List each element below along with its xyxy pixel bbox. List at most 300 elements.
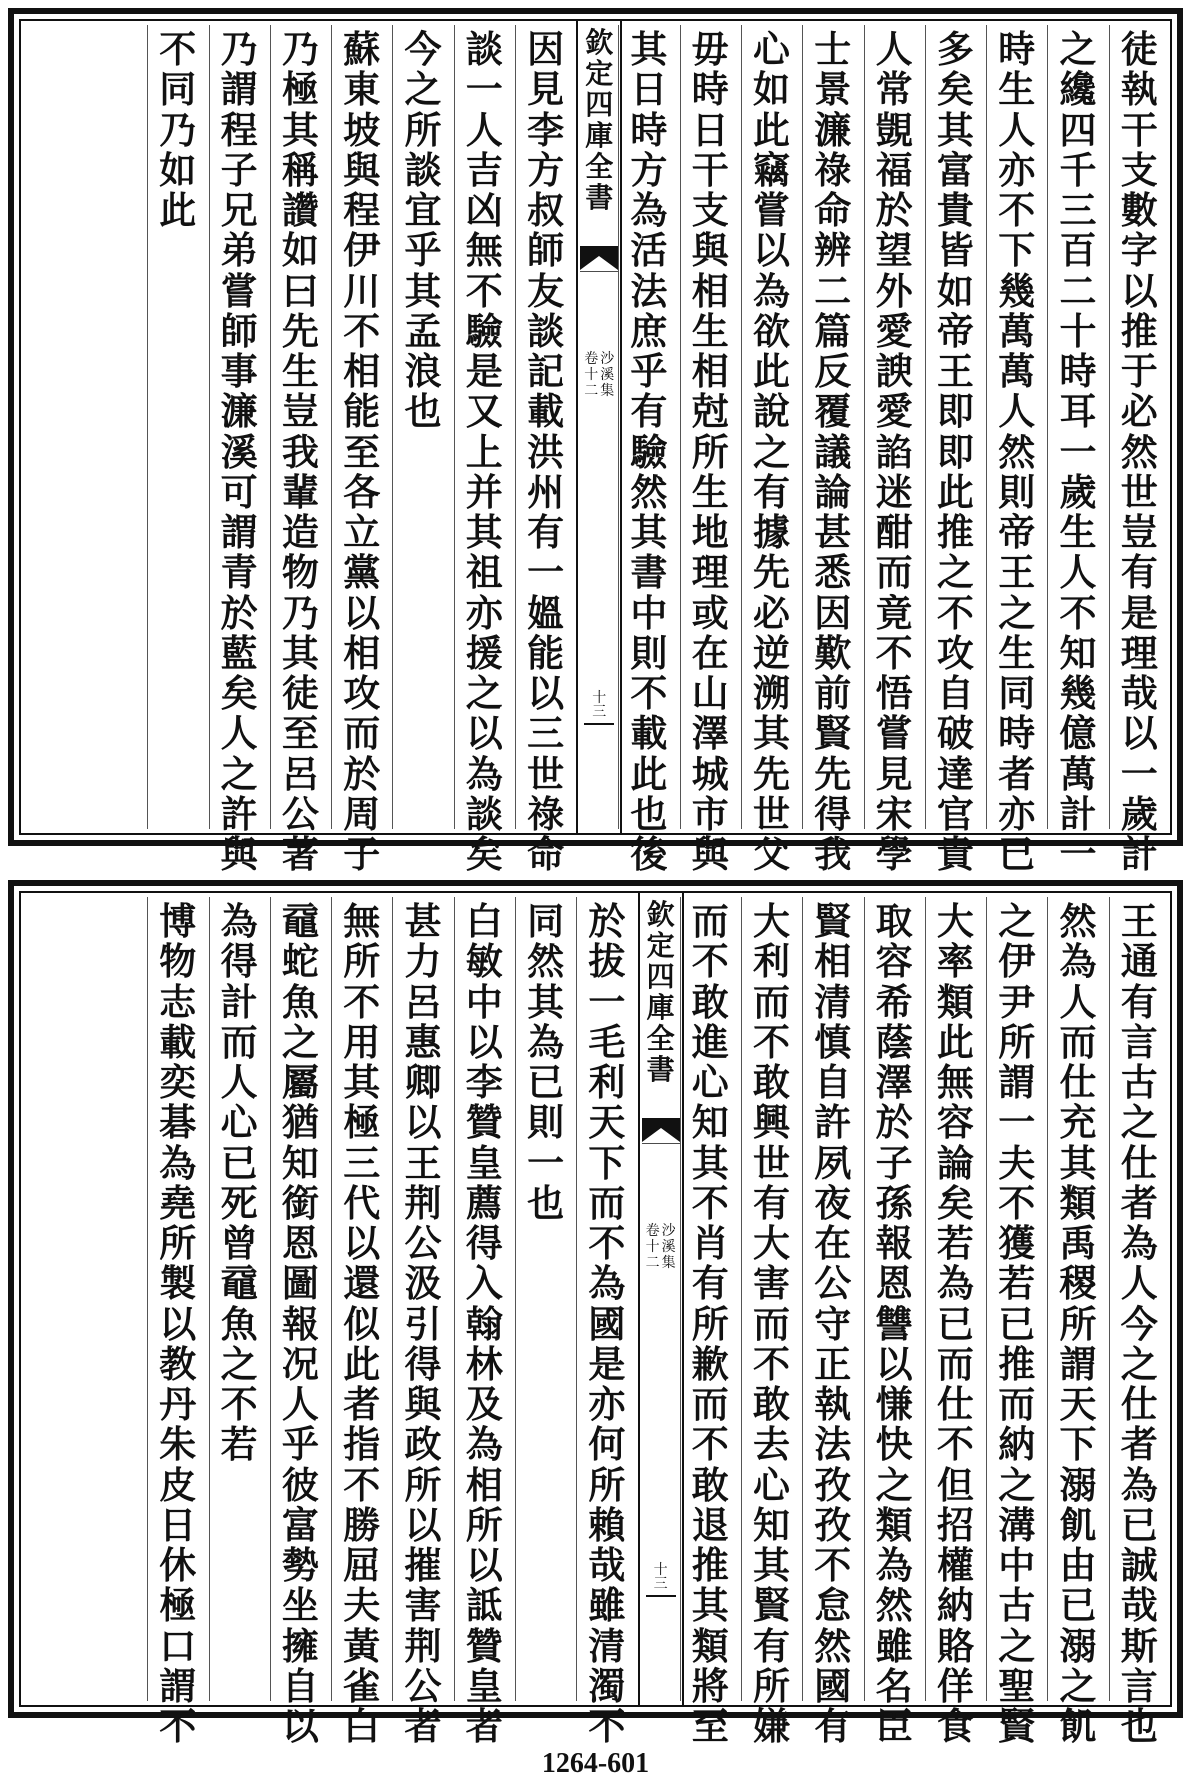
glyph: 所 (691, 429, 729, 474)
glyph: 其 (404, 268, 442, 313)
column-rule (802, 25, 803, 829)
glyph: 其 (281, 107, 319, 152)
glyph: 與 (404, 1382, 442, 1426)
glyph: 所 (465, 1502, 503, 1547)
glyph: 藍 (220, 630, 258, 675)
glyph: 然 (1059, 899, 1097, 943)
column-rule (270, 25, 271, 829)
glyph: 仕 (936, 1382, 974, 1426)
glyph: 不 (936, 1422, 974, 1467)
glyph: 而 (691, 1382, 729, 1426)
glyph: 夜 (814, 1180, 852, 1225)
glyph: 師 (527, 228, 565, 273)
glyph: 謂 (220, 67, 258, 112)
glyph: 已 (1059, 1583, 1097, 1628)
glyph: 正 (814, 1341, 852, 1386)
column-rule (864, 897, 865, 1701)
glyph: 論 (814, 469, 852, 514)
glyph: 此 (159, 188, 197, 232)
glyph: 曰 (281, 268, 319, 313)
glyph: 濂 (814, 107, 852, 152)
glyph: 徒 (281, 671, 319, 715)
glyph: 即 (936, 429, 974, 474)
glyph: 士 (814, 27, 852, 71)
glyph: 先 (281, 308, 319, 353)
glyph: 幾 (1059, 671, 1097, 715)
center-subtitle (640, 1223, 682, 1271)
glyph: 報 (281, 1301, 319, 1346)
glyph: 州 (527, 469, 565, 514)
glyph: 天 (1059, 1382, 1097, 1426)
text-column (148, 29, 208, 834)
glyph: 以 (281, 1704, 319, 1748)
glyph: 著 (281, 832, 319, 876)
glyph: 二 (1059, 268, 1097, 313)
glyph: 數 (1120, 188, 1158, 232)
glyph: 溝 (998, 1502, 1036, 1547)
glyph: 乎 (281, 1422, 319, 1467)
glyph: 製 (159, 1261, 197, 1306)
glyph: 以 (465, 1019, 503, 1064)
glyph: 而 (753, 1301, 790, 1346)
glyph: 王 (998, 550, 1036, 595)
glyph: 一 (998, 1100, 1036, 1145)
glyph: 之 (220, 751, 258, 796)
glyph: 若 (220, 1422, 258, 1467)
glyph: 川 (343, 268, 381, 313)
text-column (925, 899, 985, 1748)
folio-rule (646, 1595, 676, 1597)
column-rule (392, 897, 393, 1701)
glyph: 黨 (343, 550, 381, 595)
title-glyph: 定 (646, 929, 675, 962)
glyph: 夫 (998, 1140, 1036, 1185)
glyph: 不 (343, 979, 381, 1024)
folio-number (578, 691, 620, 725)
sub-glyph: 卷 (584, 351, 599, 367)
glyph: 曾 (220, 1221, 258, 1265)
glyph: 圖 (281, 1261, 319, 1306)
glyph: 生 (691, 469, 729, 514)
glyph: 歲 (1059, 469, 1097, 514)
glyph: 徒 (1120, 27, 1158, 71)
glyph: 然 (814, 1623, 852, 1668)
glyph: 不 (936, 590, 974, 635)
glyph: 納 (936, 1583, 974, 1628)
glyph: 於 (875, 1100, 913, 1145)
glyph: 一 (465, 67, 503, 112)
glyph: 得 (404, 1341, 442, 1386)
glyph: 仕 (1120, 1140, 1158, 1185)
glyph: 黃 (343, 1623, 381, 1668)
glyph: 言 (1120, 1019, 1158, 1064)
glyph: 其 (630, 510, 668, 554)
glyph: 者 (998, 751, 1036, 796)
glyph: 理 (691, 550, 729, 595)
glyph: 禹 (1059, 1221, 1097, 1265)
glyph: 荆 (404, 1180, 442, 1225)
glyph: 程 (220, 107, 258, 152)
glyph: 恩 (875, 1261, 913, 1306)
glyph: 碁 (159, 1100, 197, 1145)
glyph: 謂 (159, 1663, 197, 1708)
glyph: 伊 (343, 228, 381, 273)
glyph: 摧 (404, 1543, 442, 1587)
glyph: 之 (936, 550, 974, 595)
volume-number (583, 351, 599, 399)
text-column (1109, 27, 1169, 876)
glyph: 讐 (875, 1301, 913, 1346)
glyph: 日 (691, 107, 729, 152)
glyph: 薦 (465, 1180, 503, 1225)
center-fold-strip (638, 893, 684, 1705)
glyph: 以 (404, 1502, 442, 1547)
glyph: 已 (1120, 1502, 1158, 1547)
text-column (148, 899, 208, 1748)
glyph: 蔭 (875, 1019, 913, 1064)
glyph: 不 (630, 671, 668, 715)
glyph: 濂 (220, 389, 258, 434)
glyph: 世 (1120, 469, 1158, 514)
glyph: 帝 (998, 510, 1036, 554)
glyph: 子 (220, 147, 258, 192)
glyph: 指 (343, 1422, 381, 1467)
glyph: 教 (159, 1341, 197, 1386)
glyph: 堯 (159, 1180, 197, 1225)
glyph: 前 (814, 671, 852, 715)
text-column (742, 899, 802, 1748)
glyph: 稷 (1059, 1261, 1097, 1306)
glyph: 乃 (220, 27, 258, 71)
glyph: 極 (281, 67, 319, 112)
glyph: 在 (814, 1221, 852, 1265)
glyph: 以 (1120, 711, 1158, 756)
column-rule (680, 25, 681, 829)
sub-glyph: 沙 (661, 1223, 676, 1239)
glyph: 獲 (998, 1221, 1036, 1265)
glyph: 其 (936, 107, 974, 152)
glyph: 不 (588, 1221, 626, 1265)
glyph: 有 (753, 469, 790, 514)
glyph: 時 (1059, 349, 1097, 393)
glyph: 知 (281, 1140, 319, 1185)
volume-number (645, 1223, 661, 1271)
glyph: 輩 (281, 469, 319, 514)
glyph: 已 (998, 1301, 1036, 1346)
glyph: 得 (814, 791, 852, 836)
text-column (680, 27, 740, 876)
glyph: 清 (588, 1623, 626, 1668)
text-column (987, 899, 1047, 1748)
glyph: 若 (998, 1261, 1036, 1306)
glyph: 何 (588, 1422, 626, 1467)
glyph: 為 (875, 1543, 913, 1587)
glyph: 所 (343, 939, 381, 984)
glyph: 拔 (588, 939, 626, 984)
glyph: 計 (1120, 832, 1158, 876)
center-title (640, 899, 682, 1085)
glyph: 心 (220, 1100, 258, 1145)
glyph: 不 (343, 308, 381, 353)
glyph: 皆 (936, 228, 974, 273)
glyph: 反 (814, 349, 852, 393)
glyph: 外 (875, 268, 913, 313)
glyph: 王 (1120, 899, 1158, 943)
glyph: 時 (630, 107, 668, 152)
glyph: 之 (1059, 27, 1097, 71)
glyph: 用 (343, 1019, 381, 1064)
glyph: 亦 (588, 1382, 626, 1426)
glyph: 議 (814, 429, 852, 474)
glyph: 又 (465, 389, 503, 434)
glyph: 宋 (875, 791, 913, 836)
glyph: 大 (753, 899, 790, 943)
column-rule (802, 897, 803, 1701)
glyph: 得 (220, 939, 258, 984)
glyph: 之 (281, 1019, 319, 1064)
glyph: 以 (527, 671, 565, 715)
glyph: 談 (465, 791, 503, 836)
glyph: 生 (281, 349, 319, 393)
glyph: 公 (281, 791, 319, 836)
glyph: 而 (691, 899, 729, 943)
glyph: 奕 (159, 1060, 197, 1104)
glyph: 竊 (753, 147, 790, 192)
column-rule (454, 25, 455, 829)
glyph: 為 (465, 751, 503, 796)
glyph: 諛 (875, 349, 913, 393)
sub-glyph: 溪 (661, 1239, 676, 1255)
glyph: 浪 (404, 349, 442, 393)
glyph: 福 (875, 147, 913, 192)
glyph: 國 (814, 1663, 852, 1708)
glyph: 竟 (875, 590, 913, 635)
glyph: 惠 (404, 1019, 442, 1064)
folio-rule (584, 723, 614, 725)
glyph: 溪 (220, 429, 258, 474)
glyph: 類 (936, 979, 974, 1024)
text-column (454, 27, 514, 876)
glyph: 世 (753, 791, 790, 836)
glyph: 則 (998, 469, 1036, 514)
glyph: 兄 (220, 188, 258, 232)
glyph: 見 (527, 67, 565, 112)
glyph: 官 (936, 791, 974, 836)
glyph: 嫌 (753, 1704, 790, 1748)
glyph: 天 (588, 1100, 626, 1145)
glyph: 之 (404, 67, 442, 112)
glyph: 迷 (875, 469, 913, 514)
column-rule (986, 25, 987, 829)
glyph: 以 (343, 1221, 381, 1265)
text-column (516, 901, 576, 1706)
glyph: 然 (875, 1583, 913, 1628)
glyph: 攻 (936, 630, 974, 675)
glyph: 與 (691, 228, 729, 273)
glyph: 友 (527, 268, 565, 313)
glyph: 者 (343, 1382, 381, 1426)
glyph: 所 (753, 1663, 790, 1708)
glyph: 達 (936, 751, 974, 796)
glyph: 其 (343, 1060, 381, 1104)
title-glyph: 庫 (646, 991, 675, 1024)
column-rule (925, 25, 926, 829)
glyph: 以 (159, 1301, 197, 1346)
glyph: 容 (936, 1100, 974, 1145)
glyph: 權 (936, 1543, 974, 1587)
glyph: 執 (1120, 67, 1158, 112)
folio-glyph: 三 (592, 704, 607, 720)
glyph: 相 (343, 630, 381, 675)
column-rule (1109, 897, 1110, 1701)
text-column (454, 899, 514, 1748)
glyph: 者 (404, 1704, 442, 1748)
glyph: 怠 (814, 1583, 852, 1628)
glyph: 雖 (875, 1623, 913, 1668)
text-column (1048, 899, 1108, 1748)
center-subtitle (578, 351, 620, 399)
glyph: 清 (814, 979, 852, 1024)
glyph: 乃 (281, 590, 319, 635)
glyph: 地 (691, 510, 729, 554)
glyph: 勢 (281, 1543, 319, 1587)
glyph: 矣 (465, 832, 503, 876)
glyph: 嘗 (753, 188, 790, 232)
folio-glyph: 三 (653, 1576, 668, 1592)
glyph: 公 (814, 1261, 852, 1306)
glyph: 活 (630, 228, 668, 273)
glyph: 推 (936, 510, 974, 554)
glyph: 仕 (1059, 1060, 1097, 1104)
glyph: 公 (404, 1663, 442, 1708)
glyph: 先 (753, 550, 790, 595)
glyph: 敢 (691, 979, 729, 1024)
glyph: 夙 (814, 1140, 852, 1185)
glyph: 丹 (159, 1382, 197, 1426)
glyph: 守 (814, 1301, 852, 1346)
glyph: 由 (1059, 1543, 1097, 1587)
glyph: 荆 (404, 1623, 442, 1668)
glyph: 無 (343, 899, 381, 943)
glyph: 因 (814, 590, 852, 635)
text-column (209, 901, 269, 1706)
glyph: 心 (691, 1060, 729, 1104)
glyph: 國 (588, 1301, 626, 1346)
glyph: 然 (527, 939, 565, 984)
glyph: 青 (220, 550, 258, 595)
glyph: 見 (875, 751, 913, 796)
folio-number (640, 1563, 682, 1597)
glyph: 賢 (753, 1583, 790, 1628)
glyph: 嘗 (875, 711, 913, 756)
glyph: 為 (753, 268, 790, 313)
glyph: 談 (527, 308, 565, 353)
glyph: 酣 (875, 510, 913, 554)
glyph: 人 (465, 107, 503, 152)
glyph: 生 (1059, 510, 1097, 554)
glyph: 擁 (281, 1623, 319, 1668)
glyph: 其 (753, 1543, 790, 1587)
glyph: 一 (1059, 429, 1097, 474)
glyph: 汲 (404, 1261, 442, 1306)
glyph: 坐 (281, 1583, 319, 1628)
glyph: 將 (691, 1663, 729, 1708)
glyph: 日 (159, 1502, 197, 1547)
text-column (332, 27, 392, 876)
glyph: 興 (753, 1100, 790, 1145)
glyph: 斯 (1120, 1623, 1158, 1668)
glyph: 論 (936, 1140, 974, 1185)
collection-name (599, 351, 615, 399)
glyph: 得 (465, 1221, 503, 1265)
glyph: 立 (343, 510, 381, 554)
glyph: 此 (630, 751, 668, 796)
glyph: 聖 (998, 1663, 1036, 1708)
glyph: 景 (814, 67, 852, 112)
glyph: 敢 (753, 1060, 790, 1104)
glyph: 有 (691, 1261, 729, 1306)
sub-glyph: 卷 (645, 1223, 660, 1239)
glyph: 但 (936, 1462, 974, 1507)
column-rule (1047, 25, 1048, 829)
glyph: 據 (753, 510, 790, 554)
glyph: 日 (630, 67, 668, 112)
glyph: 蘇 (343, 27, 381, 71)
glyph: 然 (1120, 429, 1158, 474)
glyph: 載 (159, 1019, 197, 1064)
glyph: 而 (998, 1382, 1036, 1426)
glyph: 東 (343, 67, 381, 112)
glyph: 推 (998, 1341, 1036, 1386)
glyph: 吉 (465, 147, 503, 192)
glyph: 同 (527, 899, 565, 943)
glyph: 之 (220, 1341, 258, 1386)
glyph: 悉 (814, 550, 852, 595)
glyph: 是 (465, 349, 503, 393)
sub-glyph: 十 (584, 367, 599, 383)
glyph: 為 (527, 1019, 565, 1064)
glyph: 與 (691, 832, 729, 876)
glyph: 魚 (281, 979, 319, 1024)
glyph: 父 (753, 832, 790, 876)
title-glyph: 書 (646, 1053, 675, 1086)
glyph: 可 (220, 469, 258, 514)
text-column (209, 27, 269, 876)
glyph: 城 (691, 751, 729, 796)
glyph: 於 (343, 751, 381, 796)
glyph: 為 (465, 1422, 503, 1467)
folio-glyph: 十 (653, 1562, 668, 1578)
glyph: 富 (281, 1502, 319, 1547)
glyph: 中 (998, 1543, 1036, 1587)
glyph: 師 (220, 308, 258, 353)
glyph: 雖 (588, 1583, 626, 1628)
glyph: 言 (1120, 1663, 1158, 1708)
glyph: 物 (159, 939, 197, 984)
glyph: 人 (220, 1060, 258, 1104)
glyph: 賢 (814, 711, 852, 756)
text-column (925, 27, 985, 876)
glyph: 為 (936, 1261, 974, 1306)
glyph: 計 (220, 979, 258, 1024)
glyph: 生 (998, 630, 1036, 675)
text-column (680, 899, 740, 1748)
glyph: 心 (753, 1462, 790, 1507)
column-rule (576, 897, 577, 1701)
glyph: 于 (1120, 349, 1158, 393)
glyph: 或 (691, 590, 729, 635)
glyph: 朱 (159, 1422, 197, 1467)
